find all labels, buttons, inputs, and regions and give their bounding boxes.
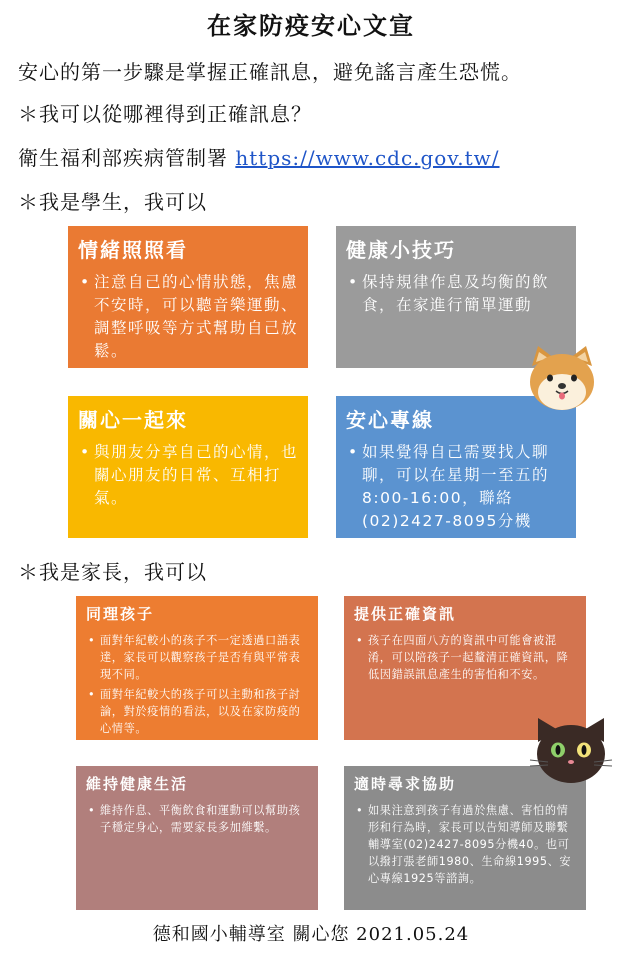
card-item: • 如果覺得自己需要找人聊聊，可以在星期一至五的8:00-16:00，聯絡(02)2427-8095分機40。 — [348, 441, 566, 556]
intro-text: 安心的第一步驟是掌握正確訊息，避免謠言產生恐慌。 — [18, 60, 522, 84]
card-care-together — [68, 396, 308, 538]
card-hotline — [336, 396, 576, 553]
black-cat-icon — [528, 716, 614, 786]
card-title: 情緒照照看 — [78, 238, 188, 262]
question-source: ＊我可以從哪裡得到正確訊息？ — [18, 102, 312, 126]
card-empathy — [76, 596, 318, 740]
card-title: 適時尋求協助 — [354, 775, 457, 793]
page-title: 在家防疫安心文宣 — [207, 11, 415, 40]
card-item: • 與朋友分享自己的心情，也關心朋友的日常、互相打氣。 — [80, 441, 298, 510]
source-label: 衛生福利部疾病管制署 — [18, 146, 236, 170]
student-heading: ＊我是學生，我可以 — [18, 190, 207, 214]
card-title: 安心專線 — [346, 408, 434, 432]
card-title: 健康小技巧 — [346, 238, 456, 262]
source-line — [18, 142, 500, 171]
card-item: • 注意自己的心情狀態，焦慮不安時，可以聽音樂運動、調整呼吸等方式幫助自己放鬆。 — [80, 271, 298, 363]
card-item: • 維持作息、平衡飲食和運動可以幫助孩子穩定身心，需要家長多加維繫。 — [88, 802, 308, 836]
card-item: • 面對年紀較大的孩子可以主動和孩子討論，對於疫情的看法，以及在家防疫的心情等。 — [88, 686, 308, 737]
card-title: 提供正確資訊 — [354, 605, 457, 623]
card-item: • 面對年紀較小的孩子不一定透過口語表達，家長可以觀察孩子是否有與平常表現不同。 — [88, 632, 308, 683]
card-emotion — [68, 226, 308, 368]
shiba-dog-icon — [524, 344, 600, 414]
card-item: • 如果注意到孩子有過於焦慮、害怕的情形和行為時，家長可以告知導師及聯繫輔導室(02)2427-8095分機40。也可以撥打張老師1980、生命線1995、安心專線1925等諮詢。 — [356, 802, 576, 887]
footer-signature: 德和國小輔導室 關心您 2021.05.24 — [152, 924, 470, 945]
card-item: • 保持規律作息及均衡的飲食，在家進行簡單運動 — [348, 271, 566, 317]
cdc-link[interactable]: https://www.cdc.gov.tw/ — [235, 146, 500, 170]
parent-heading: ＊我是家長，我可以 — [18, 560, 207, 584]
card-seek-help — [344, 766, 586, 910]
card-healthy-life — [76, 766, 318, 910]
card-title: 關心一起來 — [78, 408, 188, 432]
card-title: 維持健康生活 — [86, 775, 189, 793]
card-item: • 孩子在四面八方的資訊中可能會被混淆，可以陪孩子一起釐清正確資訊，降低因錯誤訊息產生的害怕和不安。 — [356, 632, 576, 683]
card-title: 同理孩子 — [86, 605, 155, 623]
